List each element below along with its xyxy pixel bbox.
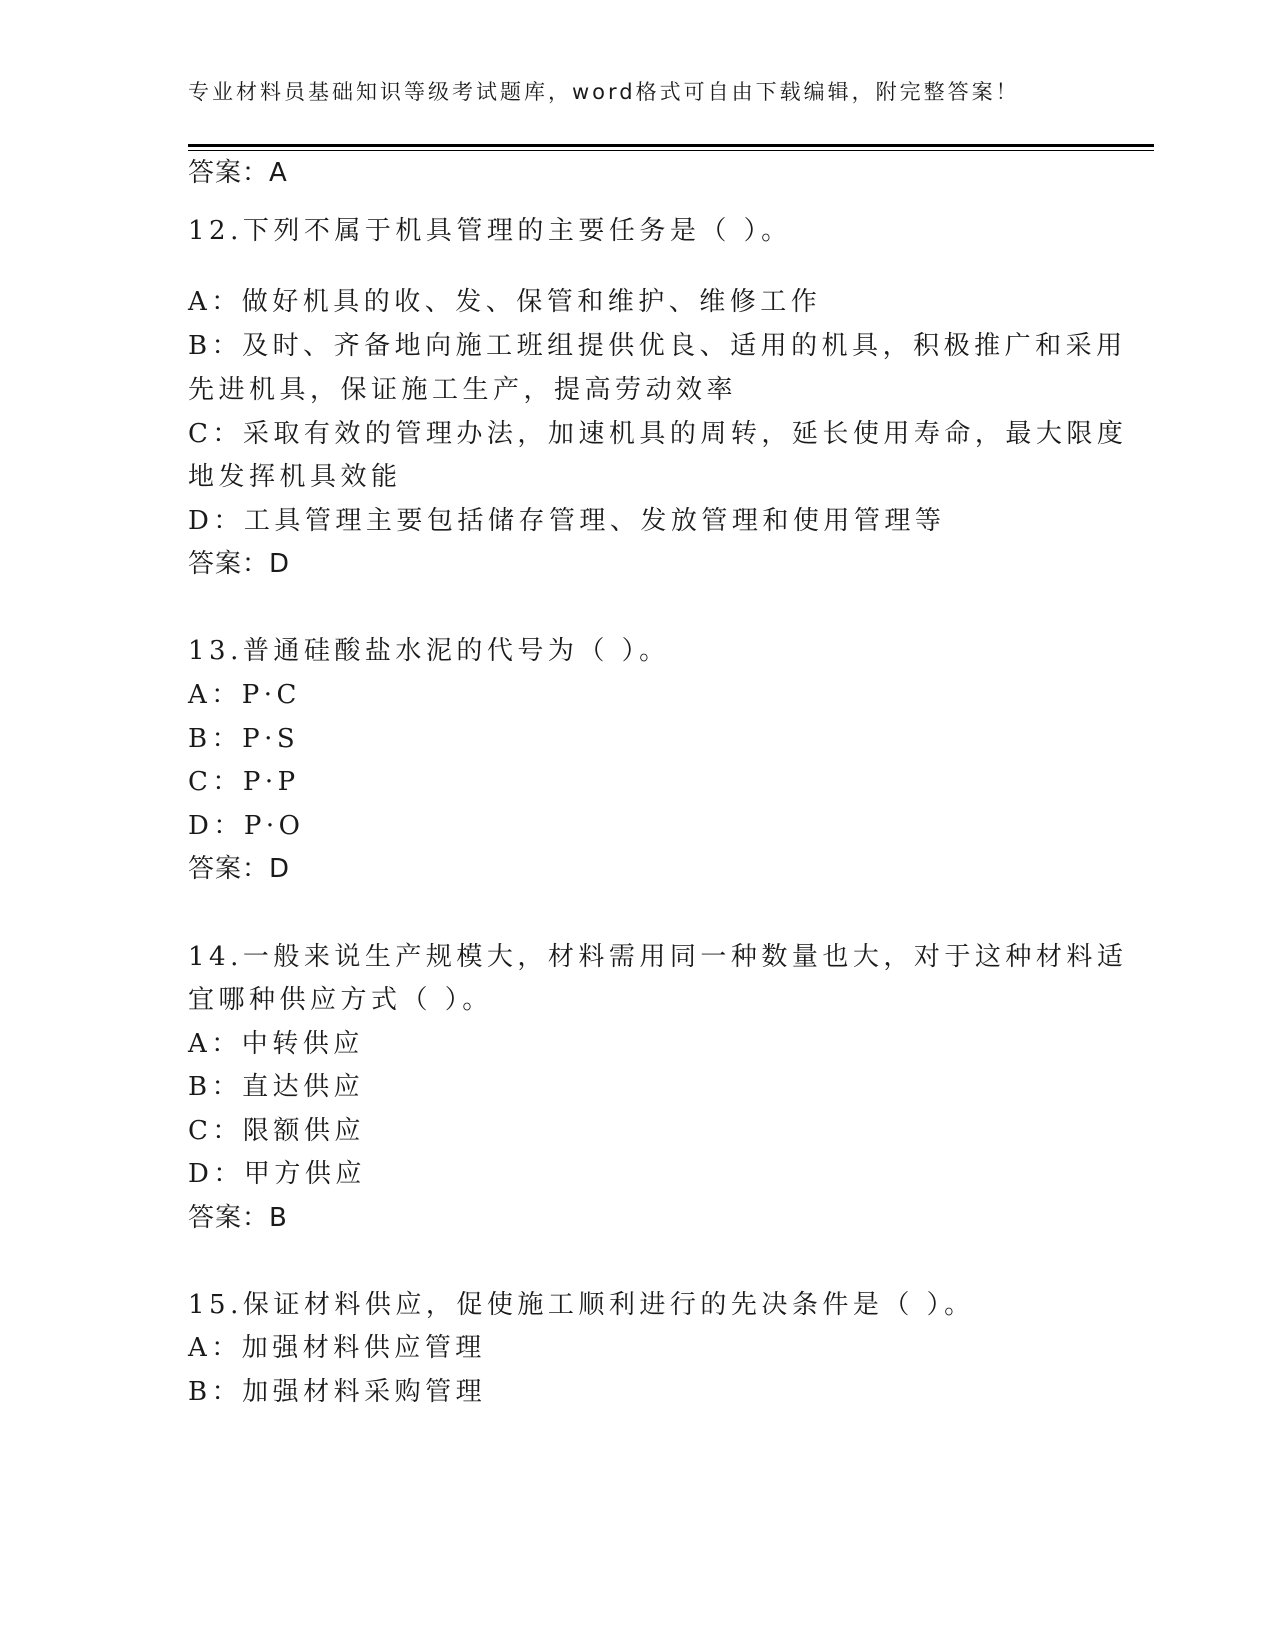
question-14-stem: 14.一般来说生产规模大，材料需用同一种数量也大，对于这种材料适 [188,942,1128,972]
header-divider [188,144,1154,147]
page-header: 专业材料员基础知识等级考试题库，word格式可自由下载编辑，附完整答案！ [188,80,1020,104]
question-14-option-d: D：甲方供应 [188,1159,366,1189]
question-13-stem: 13.普通硅酸盐水泥的代号为（ ）。 [188,636,670,666]
question-12-option-b: B：及时、齐备地向施工班组提供优良、适用的机具，积极推广和采用 [188,331,1127,361]
question-13-option-b: B：P·S [188,724,300,754]
question-12-option-b-cont: 先进机具，保证施工生产，提高劳动效率 [188,375,738,405]
answer-prev: 答案：A [188,158,288,188]
question-15-stem: 15.保证材料供应，促使施工顺利进行的先决条件是（ ）。 [188,1290,975,1320]
header-divider-thin [188,150,1154,151]
question-15-option-a: A：加强材料供应管理 [188,1333,486,1363]
question-13-answer: 答案：D [188,854,291,884]
question-13-option-a: A：P·C [188,680,301,710]
question-14-answer: 答案：B [188,1203,288,1233]
question-14-option-c: C：限额供应 [188,1116,365,1146]
question-12-option-c-cont: 地发挥机具效能 [188,462,402,492]
question-13-option-d: D：P·O [188,811,305,841]
question-12-stem: 12.下列不属于机具管理的主要任务是（ ）。 [188,216,792,246]
question-12-answer: 答案：D [188,549,291,579]
question-14-option-a: A：中转供应 [188,1029,364,1059]
question-12-option-a: A：做好机具的收、发、保管和维护、维修工作 [188,287,822,317]
question-13-option-c: C：P·P [188,767,300,797]
question-14-option-b: B：直达供应 [188,1072,365,1102]
question-14-stem-cont: 宜哪种供应方式（ ）。 [188,985,493,1015]
question-15-option-b: B：加强材料采购管理 [188,1377,487,1407]
question-12-option-d: D：工具管理主要包括储存管理、发放管理和使用管理等 [188,506,946,536]
question-12-option-c: C：采取有效的管理办法，加速机具的周转，延长使用寿命，最大限度 [188,419,1128,449]
